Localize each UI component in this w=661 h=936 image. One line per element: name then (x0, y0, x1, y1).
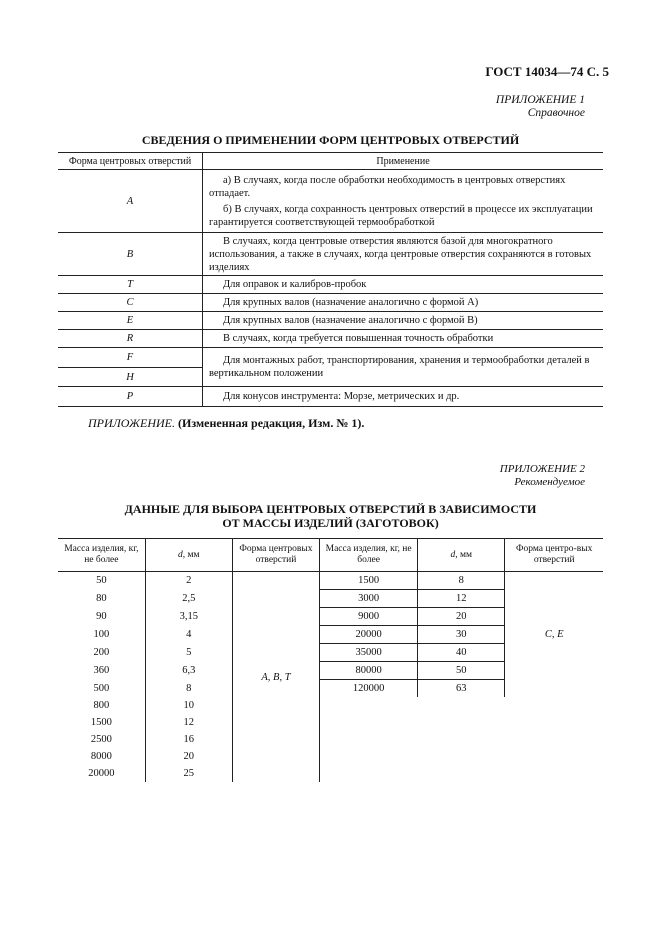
d-symbol: d (450, 549, 456, 560)
d-cell: 63 (418, 680, 505, 698)
d-cell: 2,5 (145, 590, 232, 608)
forms-usage-table (58, 152, 603, 407)
d-cell: 16 (145, 731, 232, 748)
mass-cell: 100 (58, 626, 145, 644)
use-cell (203, 233, 604, 276)
mass-cell: 8000 (58, 748, 145, 765)
appendix2-status: Рекомендуемое (514, 476, 585, 488)
mass-header: Масса изделия, кг, не более (58, 539, 145, 572)
table-row (58, 170, 603, 233)
use-text: Для крупных валов (назначение аналогично с формой А) (223, 297, 479, 308)
form-cell: F (58, 348, 203, 368)
form-cell: B (58, 233, 203, 276)
d-cell: 3,15 (145, 608, 232, 626)
use-text: В случаях, когда центровые отверстия являются базой для многократного использования, а также в случаях, когда центровые отверстия сохраняются в готовых изделиях (209, 235, 592, 273)
d-cell: 25 (145, 765, 232, 782)
form-header-2: Форма центро-вых отверстий (505, 539, 603, 572)
empty-area (320, 697, 603, 782)
mass-header-2: Масса изделия, кг, не более (320, 539, 418, 572)
d-cell: 12 (418, 590, 505, 608)
page-header: ГОСТ 14034—74 С. 5 (485, 64, 609, 79)
use-text: Для монтажных работ, транспортирования, хранения и термообработки деталей в вертикальном положении (209, 355, 590, 379)
mass-cell: 1500 (58, 714, 145, 731)
mass-cell: 2500 (58, 731, 145, 748)
d-symbol: d (178, 549, 183, 560)
form-cell: A (58, 170, 203, 233)
note-italic: ПРИЛОЖЕНИЕ. (88, 416, 175, 430)
mass-cell: 200 (58, 644, 145, 662)
d-cell: 5 (145, 644, 232, 662)
appendix1-label: ПРИЛОЖЕНИЕ 1 (495, 94, 585, 106)
d-cell: 20 (418, 608, 505, 626)
mass-cell: 500 (58, 680, 145, 698)
d-cell: 12 (145, 714, 232, 731)
col-form-header: Форма центровых отверстий (58, 153, 203, 170)
mass-cell: 120000 (320, 680, 418, 698)
appendix2-label: ПРИЛОЖЕНИЕ 2 (499, 463, 585, 475)
table-row (58, 572, 603, 590)
appendix2-title-line1: ДАННЫЕ ДЛЯ ВЫБОРА ЦЕНТРОВЫХ ОТВЕРСТИЙ В ЗАВИСИМОСТИ (124, 502, 537, 516)
form-cell: C, E (544, 629, 564, 640)
form-cell: R (58, 330, 203, 348)
amendment-note (88, 416, 364, 431)
table-row (58, 348, 603, 368)
mass-cell: 360 (58, 662, 145, 680)
appendix1-title: СВЕДЕНИЯ О ПРИМЕНЕНИИ ФОРМ ЦЕНТРОВЫХ ОТВЕРСТИЙ (141, 133, 520, 147)
use-text: Для конусов инструмента: Морзе, метрических и др. (223, 391, 460, 402)
table-row (58, 294, 603, 312)
mass-cell: 3000 (320, 590, 418, 608)
form-cell: P (58, 387, 203, 407)
d-unit: , мм (182, 549, 200, 560)
use-text: Для оправок и калибров-пробок (223, 279, 367, 290)
d-header-2 (418, 539, 505, 572)
use-cell (203, 276, 604, 294)
form-cell: A, B, T (232, 572, 319, 783)
d-cell: 50 (418, 662, 505, 680)
mass-cell: 50 (58, 572, 145, 590)
d-cell: 8 (145, 680, 232, 698)
table-row (58, 233, 603, 276)
mass-selection-table (58, 538, 603, 782)
use-cell (203, 348, 604, 387)
table-row (58, 330, 603, 348)
appendix2-title-line2: ОТ МАССЫ ИЗДЕЛИЙ (ЗАГОТОВОК) (222, 516, 439, 530)
d-header (145, 539, 232, 572)
table-row (58, 312, 603, 330)
mass-cell: 80 (58, 590, 145, 608)
form-cell: E (58, 312, 203, 330)
mass-cell: 1500 (320, 572, 418, 590)
d-cell: 6,3 (145, 662, 232, 680)
d-unit: , мм (455, 549, 473, 560)
mass-cell: 90 (58, 608, 145, 626)
use-cell (203, 312, 604, 330)
mass-cell: 35000 (320, 644, 418, 662)
mass-cell: 9000 (320, 608, 418, 626)
table-row (58, 697, 603, 714)
use-text: б) В случаях, когда сохранность центровых отверстий в процессе их эксплуатации гарантируется соответствующей термообработкой (209, 203, 593, 228)
use-text: В случаях, когда требуется повышенная точность обработки (223, 333, 494, 344)
form-cell: T (58, 276, 203, 294)
table-row (58, 276, 603, 294)
use-text: а) В случаях, когда после обработки необходимость в центровых отверстиях отпадает. (209, 174, 566, 199)
d-cell: 8 (418, 572, 505, 590)
table-row (58, 387, 603, 407)
mass-cell: 800 (58, 697, 145, 714)
d-cell: 30 (418, 626, 505, 644)
d-cell: 4 (145, 626, 232, 644)
mass-cell: 20000 (58, 765, 145, 782)
mass-cell: 80000 (320, 662, 418, 680)
d-cell: 20 (145, 748, 232, 765)
use-cell (203, 387, 604, 407)
d-cell: 10 (145, 697, 232, 714)
appendix1-status: Справочное (527, 107, 585, 119)
use-cell (203, 330, 604, 348)
d-cell: 40 (418, 644, 505, 662)
use-cell (203, 170, 604, 233)
col-use-header: Применение (203, 153, 604, 170)
form-cell: H (58, 368, 203, 387)
note-bold: (Измененная редакция, Изм. № 1). (177, 416, 365, 430)
form-header: Форма центровых отверстий (232, 539, 319, 572)
use-cell (203, 294, 604, 312)
d-cell: 2 (145, 572, 232, 590)
form-cell: C (58, 294, 203, 312)
mass-cell: 20000 (320, 626, 418, 644)
use-text: Для крупных валов (назначение аналогично с формой В) (223, 315, 478, 326)
